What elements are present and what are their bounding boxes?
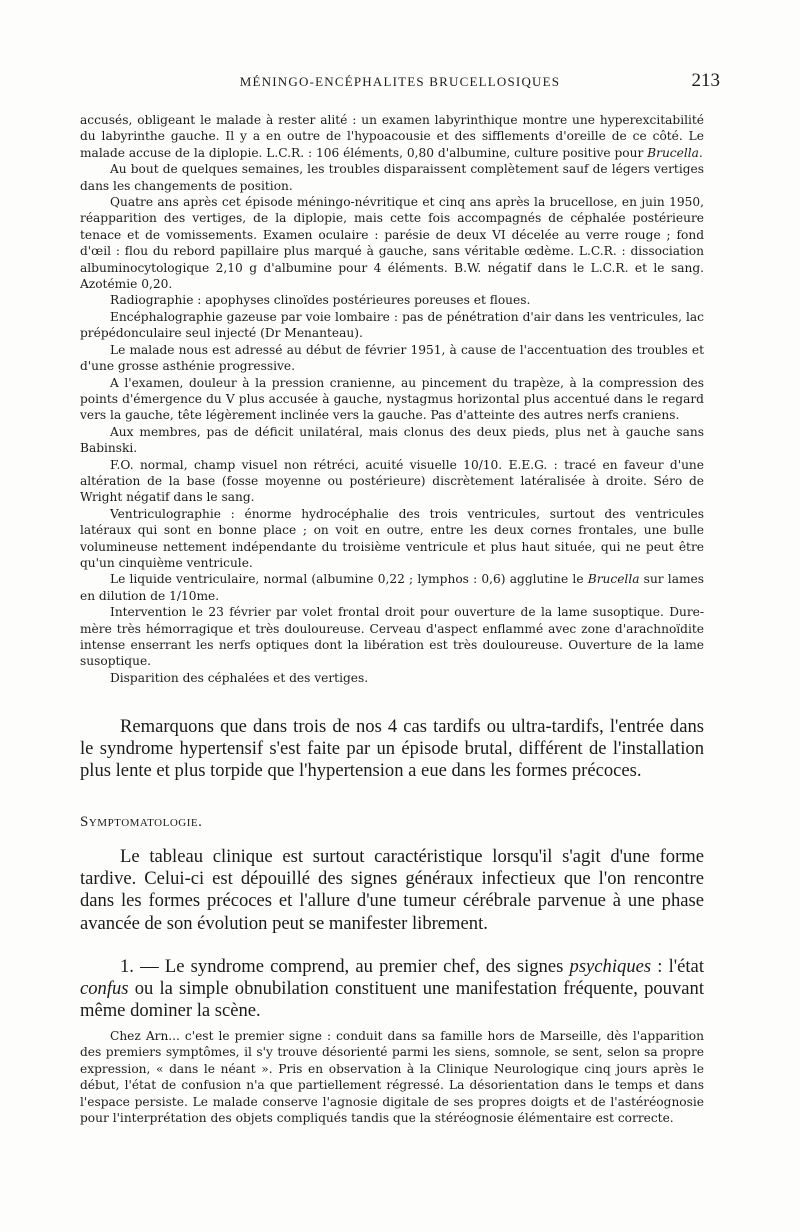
case-paragraph: Radiographie : apophyses clinoïdes postérieures poreuses et floues. [110,293,531,308]
case-paragraph: Aux membres, pas de déficit unilatéral, mais clonus des deux pieds, plus net à gauche sans Babinski. [80,424,704,456]
case-paragraph: Quatre ans après cet épisode méningo-névritique et cinq ans après la brucellose, en juin 1950, réapparition des vertiges, de la diplopie, mais cette fois accompagnés de céphalée postérieure tenace et de vomissements. Examen oculaire : parésie de deux VI décelée au verre rouge ; fond d'œil : flou du rebord papillaire plus marqué à gauche, sans véritable œdème. L.C.R. : dissociation albuminocytologique 2,10 g d'albumine pour 4 éléments. B.W. négatif dans le L.C.R. et le sang. Azotémie 0,20. [80,195,704,292]
case-paragraph: Encéphalographie gazeuse par voie lombaire : pas de pénétration d'air dans les ventricules, lac prépédonculaire seul injecté (Dr Menanteau). [80,309,704,341]
case-paragraph: Au bout de quelques semaines, les troubles disparaissent complètement sauf de légers vertiges dans les changements de position. [80,162,704,193]
case-paragraph: Ventriculographie : énorme hydrocéphalie des trois ventricules, surtout des ventricules latéraux qui sont en bonne place ; on voit en outre, entre les deux cornes frontales, une bulle volumineuse nettement indépendante du troisième ventricule et plus haut située, qui ne peut être qu'un cinquième ventricule. [80,506,704,570]
case-paragraph: A l'examen, douleur à la pression cranienne, au pincement du trapèze, à la compression des points d'émergence du V plus accusée à gauche, nystagmus horizontal plus accentué dans le regard vers la gauche, tête légèrement inclinée vers la gauche. Pas d'atteinte des autres nerfs craniens. [80,375,704,423]
symptomatology-paragraph: Le tableau clinique est surtout caractéristique lorsqu'il s'agit d'une forme tardive. Celui-ci est dépouillé des signes généraux infectieux que l'on rencontre dans les formes précoces et l'allure d'une tumeur cérébrale parvenue à une phase avancée de son évolution peut se manifester librement. [80,846,704,934]
case-arn-text: Chez Arn... c'est le premier signe : conduit dans sa famille hors de Marseille, dès l'apparition des premiers symptômes, il s'y trouve désorienté parmi les siens, somnole, se sent, selon sa propre expression, « dans le néant ». Pris en observation à la Clinique Neurologique cinq jours après le début, l'état de confusion n'a que partiellement régressé. La désorientation dans le temps et dans l'espace persiste. Le malade conserve l'agnosie digitale de ses propres doigts et de l'astéréognosie pour l'interprétation des objets compliqués tandis que la stéréognosie élémentaire est correcte. [80,1029,704,1126]
case-paragraph: F.O. normal, champ visuel non rétréci, acuité visuelle 10/10. E.E.G. : tracé en faveur d'une altération de la base (fosse moyenne ou postérieure) discrètement latéralisée à droite. Séro de Wright négatif dans le sang. [80,457,704,505]
case-paragraph: accusés, obligeant le malade à rester alité : un examen labyrinthique montre une hyperexcitabilité du labyrinthe gauche. Il y a en outre de l'hypoacousie et des sifflements d'oreille de ce côté. Le malade accuse de la diplopie. L.C.R. : 106 éléments, 0,80 d'albumine, culture positive pour Brucella. [80,113,704,160]
case-paragraph: Disparition des céphalées et des vertiges. [110,670,369,685]
remark-paragraph: Remarquons que dans trois de nos 4 cas tardifs ou ultra-tardifs, l'entrée dans le syndrome hypertensif s'est faite par un épisode brutal, différent de l'installation plus lente et plus torpide que l'hypertension a eue dans les formes précoces. [80,716,704,782]
case-report-text [80,112,704,686]
case-paragraph: Le malade nous est adressé au début de février 1951, à cause de l'accentuation des troubles et d'une grosse asthénie progressive. [80,342,704,374]
section-heading: Symptomatologie. [80,814,203,830]
page-header [80,70,720,96]
syndrome-paragraph: 1. — Le syndrome comprend, au premier chef, des signes psychiques : l'état confus ou la simple obnubilation constituent une manifestation fréquente, pouvant même dominer la scène. [80,956,704,1022]
page-number: 213 [691,70,720,91]
case-paragraph: Le liquide ventriculaire, normal (albumine 0,22 ; lymphos : 0,6) agglutine le Brucella sur lames en dilution de 1/10me. [80,572,704,603]
case-paragraph: Intervention le 23 février par volet frontal droit pour ouverture de la lame susoptique. Dure-mère très hémorragique et très douloureuse. Cerveau d'aspect enflammé avec zone d'arachnoïdite intense enserrant les nerfs optiques dont la libération est très douloureuse. Ouverture de la lame susoptique. [80,605,704,669]
running-title: MÉNINGO-ENCÉPHALITES BRUCELLOSIQUES [239,74,561,89]
